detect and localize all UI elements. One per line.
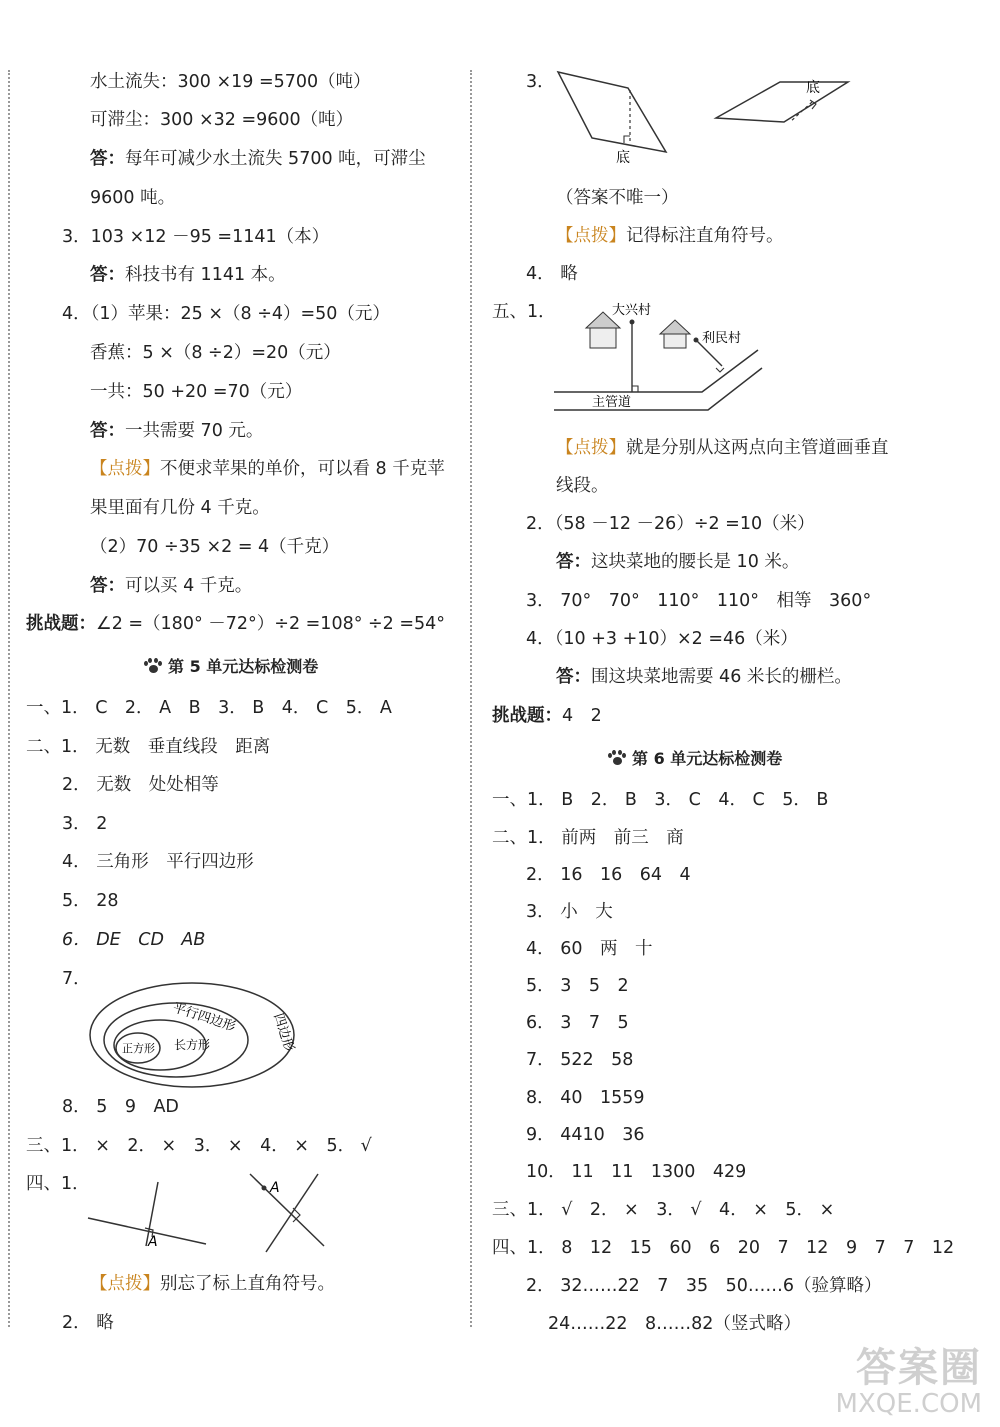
line-r13 xyxy=(492,704,602,728)
line-m7: 6． DE CD AB xyxy=(62,930,206,950)
line-l15 xyxy=(26,612,445,636)
quadrilateral-venn-diagram xyxy=(88,975,304,1095)
perpendicular-figure-1 xyxy=(86,1180,210,1250)
line-s6: 5． 3 5 2 xyxy=(526,976,629,996)
tip-text: 不便求苹果的单价，可以看 8 千克苹 xyxy=(160,459,445,479)
line-m8: 7． xyxy=(62,969,91,989)
challenge-text: 4 2 xyxy=(562,706,602,726)
line-m11: 四、1． xyxy=(26,1174,90,1194)
line-r6 xyxy=(556,436,889,460)
point-label-a: A xyxy=(270,1180,280,1196)
village-house-icon xyxy=(590,326,616,348)
venn-label-square: 正方形 xyxy=(122,1042,155,1055)
line-l14 xyxy=(90,574,252,598)
line-l1: 水土流失：300 ×19 =5700（吨） xyxy=(90,72,371,92)
line-l4: 9600 吨。 xyxy=(90,188,176,208)
perpendicular-figure-2 xyxy=(246,1168,332,1256)
base-label: 底 xyxy=(616,150,630,166)
point-label-a: A xyxy=(148,1234,158,1250)
line-s5: 4． 60 两 十 xyxy=(526,939,653,959)
challenge-text: ∠2 =（180° －72°）÷2 =108° ÷2 =54° xyxy=(96,614,446,634)
line-m2: 二、1． 无数 垂直线段 距离 xyxy=(26,737,271,757)
watermark-url: MXQE.COM xyxy=(835,1389,982,1419)
venn-label-parallelogram: 平行四边形 xyxy=(170,1000,238,1035)
line-s7: 6． 3 7 5 xyxy=(526,1013,629,1033)
line-r1: 3． xyxy=(526,72,555,92)
parallelogram-height-figure-1 xyxy=(552,66,672,168)
line-l12: 果里面有几份 4 千克。 xyxy=(90,498,270,518)
line-m4: 3． 2 xyxy=(62,814,108,834)
line-m9: 8． 5 9 AD xyxy=(62,1097,179,1117)
line-l2: 可滞尘：300 ×32 =9600（吨） xyxy=(90,110,354,130)
line-r5: 五、1． xyxy=(492,302,556,322)
left-margin-rule xyxy=(8,70,10,1327)
line-r4: 4． 略 xyxy=(526,264,578,284)
line-s10: 9． 4410 36 xyxy=(526,1125,645,1145)
parallelogram-height-figure-2 xyxy=(712,70,852,152)
answer-text: 科技书有 1141 本。 xyxy=(125,265,286,285)
line-r8: 2．（58 －12 －26）÷2 =10（米） xyxy=(526,514,815,534)
line-r2: （答案不唯一） xyxy=(556,188,679,208)
base-label: 底 xyxy=(806,80,820,96)
tip-label: 【点拨】 xyxy=(90,1274,160,1294)
line-l10 xyxy=(90,419,263,443)
challenge-label: 挑战题： xyxy=(26,614,96,634)
watermark xyxy=(836,1336,982,1419)
line-r3 xyxy=(556,224,784,248)
line-s8: 7． 522 58 xyxy=(526,1050,634,1070)
line-s1: 一、1． B 2． B 3． C 4． C 5． B xyxy=(492,790,829,810)
paw-icon xyxy=(144,658,162,674)
village-label-daxing: 大兴村 xyxy=(612,303,652,318)
line-m6: 5． 28 xyxy=(62,891,119,911)
tip-text: 就是分别从这两点向主管道画垂直 xyxy=(626,438,889,458)
tip-label: 【点拨】 xyxy=(556,226,626,246)
line-m3: 2． 无数 处处相等 xyxy=(62,775,219,795)
line-s11: 10． 11 11 1300 429 xyxy=(526,1162,747,1182)
line-r9 xyxy=(556,550,799,574)
answer-text: 围这块菜地需要 46 米长的栅栏。 xyxy=(591,667,852,687)
answer-label: 答： xyxy=(556,552,591,572)
section-title-unit5: 第 5 单元达标检测卷 xyxy=(144,654,318,677)
line-s3: 2． 16 16 64 4 xyxy=(526,865,691,885)
line-l5: 3．103 ×12 －95 =1141（本） xyxy=(62,227,330,247)
venn-label-quadrilateral: 四边形 xyxy=(270,1011,297,1054)
line-l9: 一共：50 +20 =70（元） xyxy=(90,382,303,402)
line-l3 xyxy=(90,147,426,171)
line-l8: 香蕉：5 ×（8 ÷2）=20（元） xyxy=(90,343,341,363)
line-s15: 24……22 8……82（竖式略） xyxy=(548,1314,801,1334)
tip-label: 【点拨】 xyxy=(556,438,626,458)
column-divider xyxy=(470,70,472,1327)
paw-icon xyxy=(608,750,626,766)
line-l7: 4．（1）苹果：25 ×（8 ÷4）=50（元） xyxy=(62,304,390,324)
answer-text: 这块菜地的腰长是 10 米。 xyxy=(591,552,800,572)
line-m1: 一、1． C 2． A B 3． B 4． C 5． A xyxy=(26,698,392,718)
answer-text: 每年可减少水土流失 5700 吨，可滞尘 xyxy=(125,149,426,169)
line-m5: 4． 三角形 平行四边形 xyxy=(62,852,254,872)
line-r11: 4．（10 +3 +10）×2 =46（米） xyxy=(526,629,798,649)
answer-label: 答： xyxy=(90,576,125,596)
village-label-limin: 利民村 xyxy=(702,331,742,346)
answer-text: 一共需要 70 元。 xyxy=(125,421,264,441)
answer-text: 可以买 4 千克。 xyxy=(125,576,253,596)
line-m12 xyxy=(90,1272,335,1296)
answer-label: 答： xyxy=(556,667,591,687)
answer-label: 答： xyxy=(90,265,125,285)
line-r7: 线段。 xyxy=(556,476,609,496)
pipe-label: 主管道 xyxy=(592,395,632,410)
answer-label: 答： xyxy=(90,421,125,441)
line-s9: 8． 40 1559 xyxy=(526,1088,645,1108)
line-r12 xyxy=(556,665,852,689)
section-title-unit6: 第 6 单元达标检测卷 xyxy=(608,746,782,769)
line-r10: 3． 70° 70° 110° 110° 相等 360° xyxy=(526,591,872,611)
line-s2: 二、1． 前两 前三 商 xyxy=(492,828,684,848)
line-s14: 2． 32……22 7 35 50……6（验算略） xyxy=(526,1276,882,1296)
tip-text: 记得标注直角符号。 xyxy=(626,226,784,246)
line-s12: 三、1． √ 2． × 3． √ 4． × 5． × xyxy=(492,1200,835,1220)
tip-text: 别忘了标上直角符号。 xyxy=(160,1274,335,1294)
line-l13: （2）70 ÷35 ×2 = 4（千克） xyxy=(90,537,340,557)
line-m13: 2． 略 xyxy=(62,1313,114,1333)
tip-label: 【点拨】 xyxy=(90,459,160,479)
line-m10: 三、1． × 2． × 3． × 4． × 5． √ xyxy=(26,1136,372,1156)
challenge-label: 挑战题： xyxy=(492,706,562,726)
watermark-logo: 答案圈 xyxy=(856,1345,982,1391)
line-l11 xyxy=(90,457,445,481)
line-s13: 四、1． 8 12 15 60 6 20 7 12 9 7 7 12 xyxy=(492,1238,955,1258)
line-s4: 3． 小 大 xyxy=(526,902,613,922)
village-pipeline-map xyxy=(552,298,764,420)
answer-label: 答： xyxy=(90,149,125,169)
venn-label-rectangle: 长方形 xyxy=(174,1038,211,1052)
line-l6 xyxy=(90,263,286,287)
